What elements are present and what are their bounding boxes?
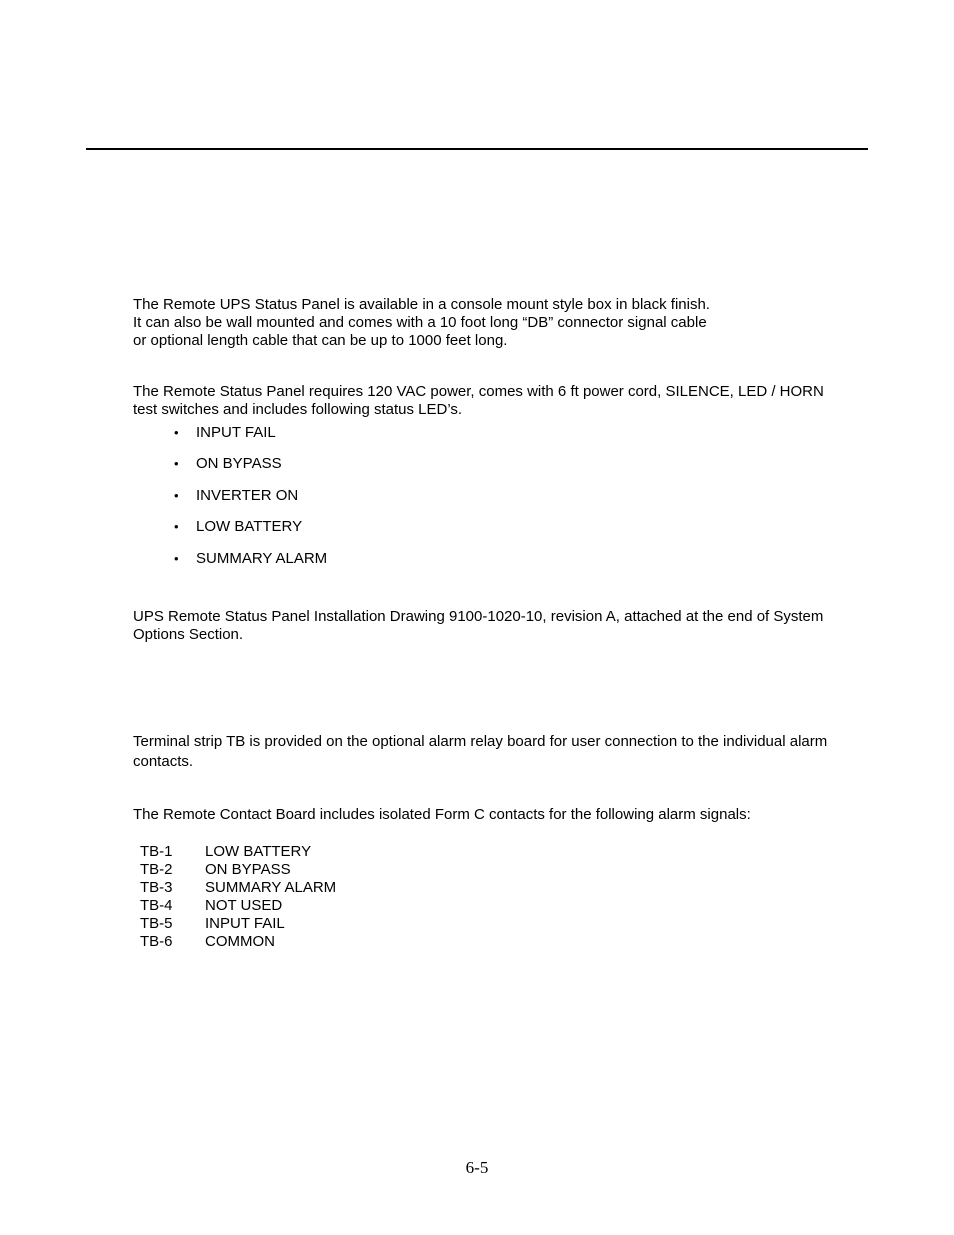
list-item-label: SUMMARY ALARM [196,549,328,567]
table-row [140,897,336,915]
terminal-signal: COMMON [205,933,275,950]
bullet-icon: • [174,550,179,566]
paragraph-line: test switches and includes following status LED’s. [133,401,463,418]
terminal-signal: NOT USED [205,897,283,914]
status-led-list [172,424,327,581]
paragraph-line: Terminal strip TB is provided on the optional alarm relay board for user connection to the individual alarm [133,733,828,750]
page-number: 6-5 [465,1158,489,1177]
paragraph-line: The Remote Status Panel requires 120 VAC power, comes with 6 ft power cord, SILENCE, LED / HORN [133,383,824,400]
paragraph-line: Options Section. [133,626,244,643]
list-item [172,487,327,518]
terminal-signal: LOW BATTERY [205,843,312,860]
paragraph-line: The Remote UPS Status Panel is available in a console mount style box in black finish. [133,296,710,313]
table-row [140,933,336,951]
header-rule [86,148,868,150]
list-item [172,518,327,549]
panel-description-paragraph [133,296,710,350]
table-row [140,861,336,879]
terminal-id: TB-1 [140,843,173,860]
terminal-id: TB-5 [140,915,173,932]
terminal-signal: INPUT FAIL [205,915,285,932]
paragraph-line: It can also be wall mounted and comes with a 10 foot long “DB” connector signal cable [133,314,707,331]
bullet-icon: • [174,519,179,535]
terminal-id: TB-2 [140,861,173,878]
paragraph-line: The Remote Contact Board includes isolated Form C contacts for the following alarm signals: [133,806,751,823]
power-requirements-paragraph [133,383,824,419]
list-item [172,455,327,486]
terminal-id: TB-3 [140,879,173,896]
list-item [172,550,327,581]
terminal-id: TB-4 [140,897,173,914]
list-item-label: INPUT FAIL [196,424,276,441]
contact-board-paragraph [133,806,751,824]
paragraph-line: contacts. [133,753,194,770]
terminal-strip-table [140,843,336,951]
paragraph-line: or optional length cable that can be up to 1000 feet long. [133,332,508,349]
table-row [140,879,336,897]
list-item-label: INVERTER ON [196,486,299,504]
installation-drawing-paragraph [133,608,823,644]
table-row [140,915,336,933]
list-item-label: LOW BATTERY [196,518,303,536]
list-item-label: ON BYPASS [196,455,282,473]
terminal-id: TB-6 [140,933,173,950]
bullet-icon: • [174,456,179,472]
terminal-strip-paragraph [133,732,827,772]
bullet-icon: • [174,487,179,503]
table-row [140,843,336,861]
list-item [172,424,327,455]
bullet-icon: • [174,425,179,440]
terminal-signal: ON BYPASS [205,861,291,878]
terminal-signal: SUMMARY ALARM [205,879,337,896]
paragraph-line: UPS Remote Status Panel Installation Drawing 9100-1020-10, revision A, attached at the end of System [133,608,824,625]
